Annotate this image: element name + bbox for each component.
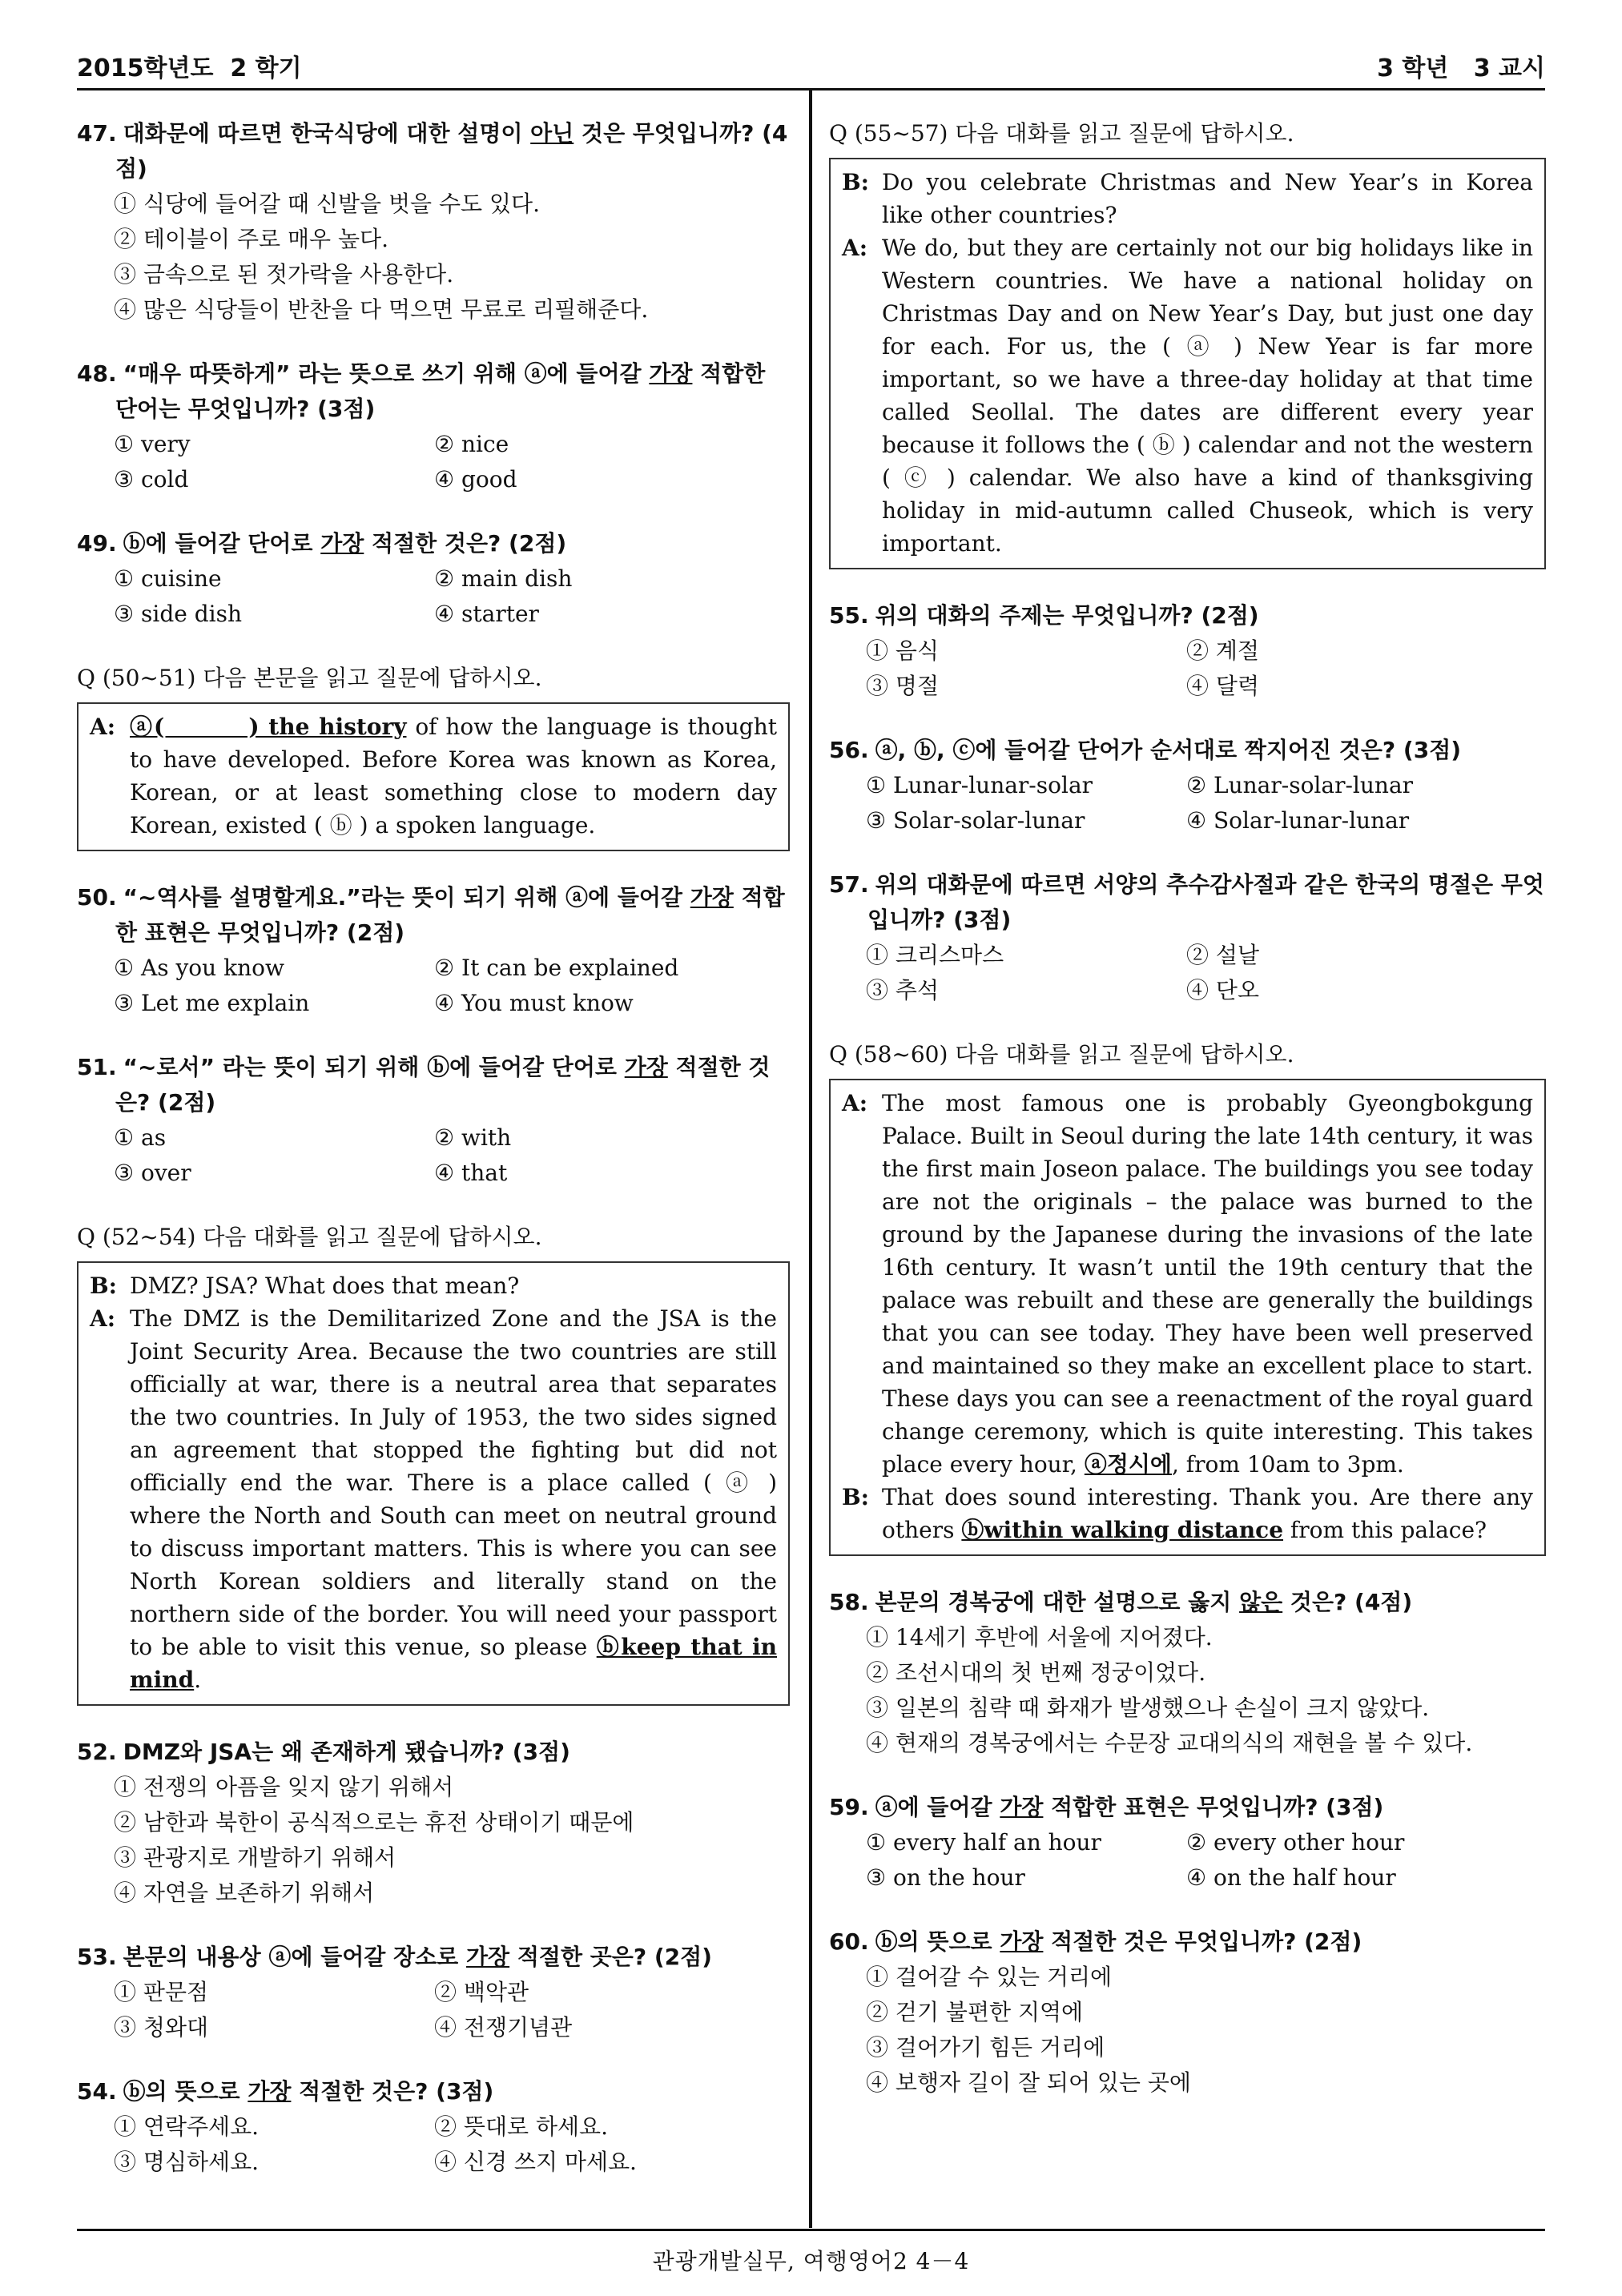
dialogue-line [842, 1087, 1533, 1481]
choice-1: ① cuisine [114, 565, 222, 592]
stem-text: “~로서” 라는 뜻이 되기 위해 ⓑ에 들어갈 단어로 [123, 1054, 625, 1080]
choice-1: ① 전쟁의 아픔을 잊지 않기 위해서 [114, 1774, 454, 1800]
passage-text: That does sound interesting. Thank you. Are there any others [882, 1484, 1533, 1543]
choice-4: ④ starter [434, 601, 539, 627]
question-number: 51. [77, 1054, 117, 1080]
speaker-label: A: [842, 235, 868, 261]
choice-3: ③ 금속으로 된 젓가락을 사용한다. [114, 261, 454, 288]
choice-2: ② 남한과 북한이 공식적으로는 휴전 상태이기 때문에 [114, 1809, 634, 1836]
choice-list [77, 187, 790, 328]
choice-3: ③ 명심하세요. [114, 2149, 260, 2175]
choice-4: ④ 신경 쓰지 마세요. [434, 2149, 637, 2175]
stem-text: 본문의 경복궁에 대한 설명으로 옳지 [875, 1589, 1240, 1615]
dialogue-line [842, 1481, 1533, 1546]
question-number: 52. [77, 1739, 117, 1765]
choice-2: ② 백악관 [434, 1979, 529, 2005]
stem-text: 적절한 것은? (3점) [291, 2078, 494, 2105]
question-stem [77, 526, 790, 561]
underlined-phrase: ⓐ( ) the history [130, 714, 407, 740]
choice-1: ① 식당에 들어갈 때 신발을 벗을 수도 있다. [114, 191, 540, 217]
stem-text: ⓐ에 들어갈 [875, 1794, 1000, 1820]
emphasis-word: 가장 [248, 2078, 292, 2105]
choice-3: ③ 관광지로 개발하기 위해서 [114, 1844, 396, 1871]
choice-list [829, 1960, 1546, 2101]
dialogue-text [130, 710, 777, 842]
question-stem [77, 880, 790, 951]
question-stem [829, 598, 1546, 633]
dialogue-text: DMZ? JSA? What does that mean? [130, 1273, 520, 1299]
choice-3: ③ cold [114, 466, 189, 493]
page-footer: 관광개발실무, 여행영어2 4－4 [652, 2248, 970, 2274]
question-number: 55. [829, 602, 869, 629]
dialogue-text [882, 1087, 1533, 1481]
stem-text: ⓑ에 들어갈 단어로 [123, 530, 321, 557]
choice-1: ① 판문점 [114, 1979, 209, 2005]
right-column [829, 116, 1546, 2129]
left-column [77, 116, 790, 2209]
choice-2: ② 걷기 불편한 지역에 [866, 1999, 1084, 2025]
choice-4: ④ 많은 식당들이 반찬을 다 먹으면 무료로 리필해준다. [114, 296, 649, 323]
choice-2: ② 테이블이 주로 매우 높다. [114, 226, 388, 252]
choice-1: ① 14세기 후반에 서울에 지어졌다. [866, 1624, 1213, 1651]
choice-4: ④ on the half hour [1186, 1864, 1396, 1891]
dialogue-text [130, 1302, 777, 1696]
question-53 [77, 1940, 790, 2045]
emphasis-word: 가장 [649, 360, 693, 387]
choice-list [829, 1825, 1546, 1896]
emphasis-word: 않은 [1239, 1589, 1283, 1615]
choice-3: ③ Solar-solar-lunar [866, 807, 1085, 834]
question-59 [829, 1790, 1546, 1896]
speaker-label: A: [90, 714, 116, 740]
choice-4: ④ 자연을 보존하기 위해서 [114, 1880, 375, 1906]
question-stem [829, 1924, 1546, 1960]
question-52 [77, 1735, 790, 1911]
passage-label: Q (55~57) 다음 대화를 읽고 질문에 답하시오. [829, 120, 1294, 147]
dialogue-line [90, 710, 777, 842]
emphasis-word: 가장 [320, 530, 364, 557]
choice-1: ① 걸어갈 수 있는 거리에 [866, 1964, 1113, 1990]
choice-2: ② main dish [434, 565, 573, 592]
choice-2: ② 뜻대로 하세요. [434, 2113, 608, 2140]
stem-text: 적절한 것은? (2점) [115, 1054, 771, 1116]
question-stem [77, 2074, 790, 2109]
choice-2: ② nice [434, 431, 509, 457]
question-47 [77, 116, 790, 328]
question-stem [77, 356, 790, 427]
choice-3: ③ 청와대 [114, 2014, 209, 2041]
question-56 [829, 733, 1546, 838]
choice-1: ① 연락주세요. [114, 2113, 260, 2140]
underlined-phrase: ⓑwithin walking distance [961, 1517, 1284, 1543]
stem-text: 적합한 단어는 무엇입니까? (3점) [115, 360, 766, 422]
question-stem [829, 867, 1546, 938]
passage-box [77, 702, 790, 851]
passage-text: The DMZ is the Demilitarized Zone and the JSA is the Joint Security Area. Because the two countries are still officially at war, there is a neutral area that separates the two countries. In July of 1953, the two sides signed an agreement that stopped the fighting but did not officially end the war. There is a place called ( ⓐ ) where the North and South can meet on neutral ground to discuss important matters. This is where you can see North Korean soldiers and literally stand on the northern side of the border. You will need your passport to be able to visit this venue, so please [130, 1305, 777, 1660]
choice-list [77, 1975, 790, 2045]
question-number: 53. [77, 1944, 117, 1970]
stem-text: “매우 따뜻하게” 라는 뜻으로 쓰기 위해 ⓐ에 들어갈 [123, 360, 650, 387]
choice-list [77, 1770, 790, 1911]
question-48 [77, 356, 790, 497]
passage-label: Q (50~51) 다음 본문을 읽고 질문에 답하시오. [77, 665, 542, 691]
choice-list [77, 427, 790, 497]
choice-1: ① Lunar-lunar-solar [866, 772, 1093, 798]
question-number: 58. [829, 1589, 869, 1615]
question-number: 60. [829, 1928, 869, 1955]
choice-list [77, 2109, 790, 2180]
stem-text: DMZ와 JSA는 왜 존재하게 됐습니까? (3점) [123, 1739, 570, 1765]
dialogue-text: We do, but they are certainly not our big holidays like in Western countries. We have a national holiday on Christmas Day and on New Year’s Day, but just one day for each. For us, the ( ⓐ ) New Year is far more important, so we have a three-day holiday at that time called Seollal. The dates are different every year because it follows the ( ⓑ ) calendar and not the western ( ⓒ ) calendar. We also have a kind of thanksgiving holiday in mid-autumn called Chuseok, which is very important. [882, 235, 1533, 557]
dialogue-line [842, 231, 1533, 560]
question-number: 48. [77, 360, 117, 387]
emphasis-word: 가장 [1000, 1928, 1044, 1955]
choice-2: ② every other hour [1186, 1829, 1405, 1856]
passage-label: Q (58~60) 다음 대화를 읽고 질문에 답하시오. [829, 1041, 1294, 1068]
choice-list [829, 938, 1546, 1008]
stem-text: ⓐ, ⓑ, ⓒ에 들어갈 단어가 순서대로 짝지어진 것은? (3점) [875, 737, 1462, 763]
footer-rule [77, 2229, 1545, 2231]
question-number: 57. [829, 871, 869, 898]
emphasis-word: 아닌 [530, 120, 574, 147]
choice-list [829, 633, 1546, 704]
passage-text: , from 10am to 3pm. [1171, 1451, 1404, 1478]
question-stem [829, 1790, 1546, 1825]
header-semester: 2015학년도 2 학기 [77, 54, 302, 82]
stem-text: 위의 대화문에 따르면 서양의 추수감사절과 같은 한국의 명절은 무엇입니까? (3점) [867, 871, 1544, 933]
question-number: 56. [829, 737, 869, 763]
speaker-label: B: [842, 169, 870, 195]
emphasis-word: 가장 [690, 884, 734, 911]
stem-text: ⓑ의 뜻으로 [123, 2078, 248, 2105]
question-60 [829, 1924, 1546, 2101]
speaker-label: A: [842, 1090, 868, 1116]
choice-3: ③ 걸어가기 힘든 거리에 [866, 2034, 1105, 2061]
choice-3: ③ side dish [114, 601, 243, 627]
choice-1: ① very [114, 431, 191, 457]
dialogue-text: Do you celebrate Christmas and New Year’s in Korea like other countries? [882, 169, 1533, 228]
stem-text: 위의 대화의 주제는 무엇입니까? (2점) [875, 602, 1259, 629]
question-50 [77, 880, 790, 1021]
choice-4: ④ that [434, 1160, 508, 1186]
passage-box [829, 158, 1546, 569]
passage-label: Q (52~54) 다음 대화를 읽고 질문에 답하시오. [77, 1224, 542, 1250]
choice-3: ③ over [114, 1160, 191, 1186]
choice-3: ③ on the hour [866, 1864, 1025, 1891]
choice-2: ② It can be explained [434, 955, 679, 981]
stem-text: 것은 무엇입니까? (4점) [115, 120, 788, 182]
choice-4: ④ good [434, 466, 517, 493]
stem-text: 적절한 곳은? (2점) [509, 1944, 712, 1970]
question-stem [77, 1940, 790, 1975]
question-stem [77, 1735, 790, 1770]
stem-text: 대화문에 따르면 한국식당에 대한 설명이 [123, 120, 531, 147]
underlined-phrase: ⓑkeep that in mind [130, 1634, 777, 1693]
stem-text: 것은? (4점) [1282, 1589, 1413, 1615]
choice-1: ① as [114, 1124, 167, 1151]
passage-text: of how the language is thought to have developed. Before Korea was known as Korea, Korean, or at least something close to modern day Korean, existed ( ⓑ ) a spoken language. [130, 714, 777, 838]
choice-3: ③ 명절 [866, 673, 939, 699]
question-number: 49. [77, 530, 117, 557]
choice-2: ② 계절 [1186, 637, 1259, 664]
dialogue-line [90, 1302, 777, 1696]
choice-3: ③ 추석 [866, 977, 939, 1003]
stem-text: 적합한 표현은 무엇입니까? (3점) [1043, 1794, 1384, 1820]
choice-3: ③ 일본의 침략 때 화재가 발생했으나 손실이 크지 않았다. [866, 1695, 1430, 1721]
choice-2: ② 설날 [1186, 942, 1259, 968]
passage-text: from this palace? [1283, 1517, 1487, 1543]
choice-2: ② Lunar-solar-lunar [1186, 772, 1414, 798]
choice-4: ④ 전쟁기념관 [434, 2014, 573, 2041]
question-number: 50. [77, 884, 117, 911]
emphasis-word: 가장 [624, 1054, 668, 1080]
emphasis-word: 가장 [465, 1944, 510, 1970]
speaker-label: B: [90, 1273, 118, 1299]
passage-box [829, 1079, 1546, 1556]
choice-list [829, 1620, 1546, 1761]
question-number: 47. [77, 120, 117, 147]
choice-4: ④ Solar-lunar-lunar [1186, 807, 1410, 834]
speaker-label: B: [842, 1484, 870, 1510]
choice-4: ④ 현재의 경복궁에서는 수문장 교대의식의 재현을 볼 수 있다. [866, 1730, 1473, 1756]
choice-1: ① As you know [114, 955, 284, 981]
dialogue-line [90, 1269, 777, 1302]
emphasis-word: 가장 [1000, 1794, 1044, 1820]
question-number: 59. [829, 1794, 869, 1820]
stem-text: “~역사를 설명할게요.”라는 뜻이 되기 위해 ⓐ에 들어갈 [123, 884, 690, 911]
question-stem [829, 1585, 1546, 1620]
dialogue-text [882, 1481, 1533, 1546]
choice-2: ② with [434, 1124, 512, 1151]
question-51 [77, 1050, 790, 1191]
column-divider [809, 90, 812, 2228]
underlined-phrase: ⓐ정시에 [1084, 1451, 1172, 1478]
question-58 [829, 1585, 1546, 1761]
choice-1: ① 음식 [866, 637, 939, 664]
stem-text: 본문의 내용상 ⓐ에 들어갈 장소로 [123, 1944, 466, 1970]
choice-2: ② 조선시대의 첫 번째 정궁이었다. [866, 1659, 1206, 1686]
passage-text: The most famous one is probably Gyeongbokgung Palace. Built in Seoul during the late 14th century, it was the first main Joseon palace. The buildings you see today are not the originals – the palace was burned to the ground by the Japanese during the invasions of the late 16th century. It wasn’t until the 19th century that the palace was rebuilt and these are generally the buildings that you can see today. They have been well preserved and maintained so they make an excellent place to start. These days you can see a reenactment of the royal guard change ceremony, which is quite interesting. This takes place every hour, [882, 1090, 1533, 1478]
header-grade-period: 3 학년 3 교시 [1377, 54, 1545, 82]
speaker-label: A: [90, 1305, 116, 1332]
question-stem [829, 733, 1546, 768]
page-header [77, 45, 1545, 85]
choice-1: ① every half an hour [866, 1829, 1101, 1856]
stem-text: 적합한 표현은 무엇입니까? (2점) [115, 884, 785, 946]
question-stem [77, 1050, 790, 1120]
choice-list [829, 768, 1546, 838]
stem-text: 적절한 것은 무엇입니까? (2점) [1043, 1928, 1362, 1955]
passage-text: . [194, 1667, 202, 1693]
question-57 [829, 867, 1546, 1008]
choice-4: ④ 보행자 길이 잘 되어 있는 곳에 [866, 2069, 1191, 2096]
choice-4: ④ 달력 [1186, 673, 1259, 699]
question-54 [77, 2074, 790, 2180]
dialogue-line [842, 166, 1533, 231]
question-49 [77, 526, 790, 632]
question-number: 54. [77, 2078, 117, 2105]
choice-4: ④ 단오 [1186, 977, 1259, 1003]
passage-box [77, 1261, 790, 1706]
choice-3: ③ Let me explain [114, 990, 310, 1016]
choice-list [77, 561, 790, 632]
question-55 [829, 598, 1546, 704]
stem-text: 적절한 것은? (2점) [364, 530, 567, 557]
choice-1: ① 크리스마스 [866, 942, 1004, 968]
question-stem [77, 116, 790, 187]
choice-list [77, 1120, 790, 1191]
choice-list [77, 951, 790, 1021]
choice-4: ④ You must know [434, 990, 634, 1016]
stem-text: ⓑ의 뜻으로 [875, 1928, 1000, 1955]
